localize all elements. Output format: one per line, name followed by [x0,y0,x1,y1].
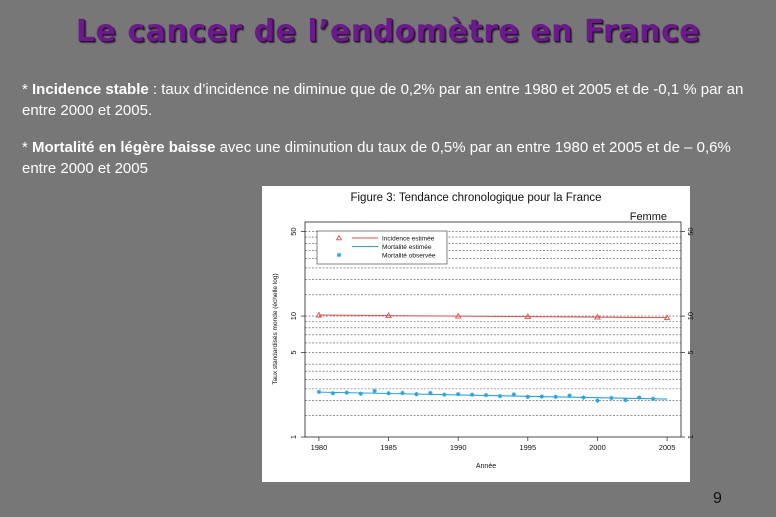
x-axis-label: Année [475,463,497,470]
mortality-observed-point [442,392,446,396]
mortality-observed-point [414,392,418,396]
y-tick-label-right: 5 [686,350,695,355]
mortality-observed-point [609,396,613,400]
legend-label-mortality-observed: Mortalité observée [382,252,436,260]
mortality-observed-point [331,391,335,395]
mortality-observed-point [470,392,474,396]
bullet-mortality-heading: Mortalité en légère baisse [32,139,216,156]
bullet-incidence [22,79,767,121]
slide-title: Le cancer de l’endomètre en France [75,14,701,49]
y-tick-label-left: 5 [289,350,298,355]
mortality-observed-point [567,393,571,397]
x-tick-label: 1995 [519,443,537,452]
chart-figure [262,186,695,482]
mortality-observed-point [456,392,460,396]
x-tick-label: 1990 [449,443,467,452]
y-tick-label-left: 1 [289,434,298,440]
legend-label-mortality-estimated: Mortalité estimée [382,244,432,251]
mortality-observed-point [540,394,544,398]
mortality-observed-point [484,393,488,397]
legend [317,231,447,264]
y-tick-label-right: 1 [686,434,695,440]
bullet-mortality-text: avec une diminution du taux de 0,5% par an entre 1980 et 2005 et de – 0,6% entre 2000 et 2005 [22,139,731,177]
bullet-incidence-heading: Incidence stable [32,81,149,98]
page-number: 9 [713,490,722,507]
bullet-incidence-text: : taux d’incidence ne diminue que de 0,2% par an entre 1980 et 2005 et de -0,1 % par an entre 2000 et 2005. [22,81,744,119]
x-tick-label: 1980 [310,443,328,452]
y-tick-label-right: 50 [686,227,695,236]
x-tick-label: 2005 [658,443,676,452]
bullet-star: * [22,81,33,98]
chart-series [316,312,669,402]
y-tick-label-left: 10 [289,311,298,321]
chart-title: Figure 3: Tendance chronologique pour la France [350,192,602,204]
mortality-observed-point [553,395,557,399]
mortality-observed-point [623,398,627,402]
mortality-observed-point [526,395,530,399]
mortality-observed-point [595,398,599,402]
mortality-observed-point [345,390,349,394]
mortality-observed-point [498,394,502,398]
y-axis-label: Taux standardisés monde (échelle log) [272,273,279,385]
legend-label-incidence: Incidence estimée [382,235,435,243]
mortality-observed-point [372,389,376,393]
bullet-star: * [22,139,33,156]
x-tick-label: 2000 [589,443,606,452]
mortality-observed-point [359,392,363,396]
trend-chart [262,186,695,482]
mortality-observed-point [386,391,390,395]
mortality-observed-point [317,390,321,394]
mortality-observed-point [651,397,655,401]
mortality-observed-point [581,395,585,399]
bullet-mortality [22,137,767,179]
mortality-estimated-line [319,392,667,399]
y-tick-label-left: 50 [289,227,298,236]
chart-subtitle: Femme [629,211,667,223]
mortality-observed-point [637,395,641,399]
y-tick-label-right: 10 [686,311,695,321]
x-tick-label: 1985 [380,443,397,452]
mortality-observed-point [400,391,404,395]
